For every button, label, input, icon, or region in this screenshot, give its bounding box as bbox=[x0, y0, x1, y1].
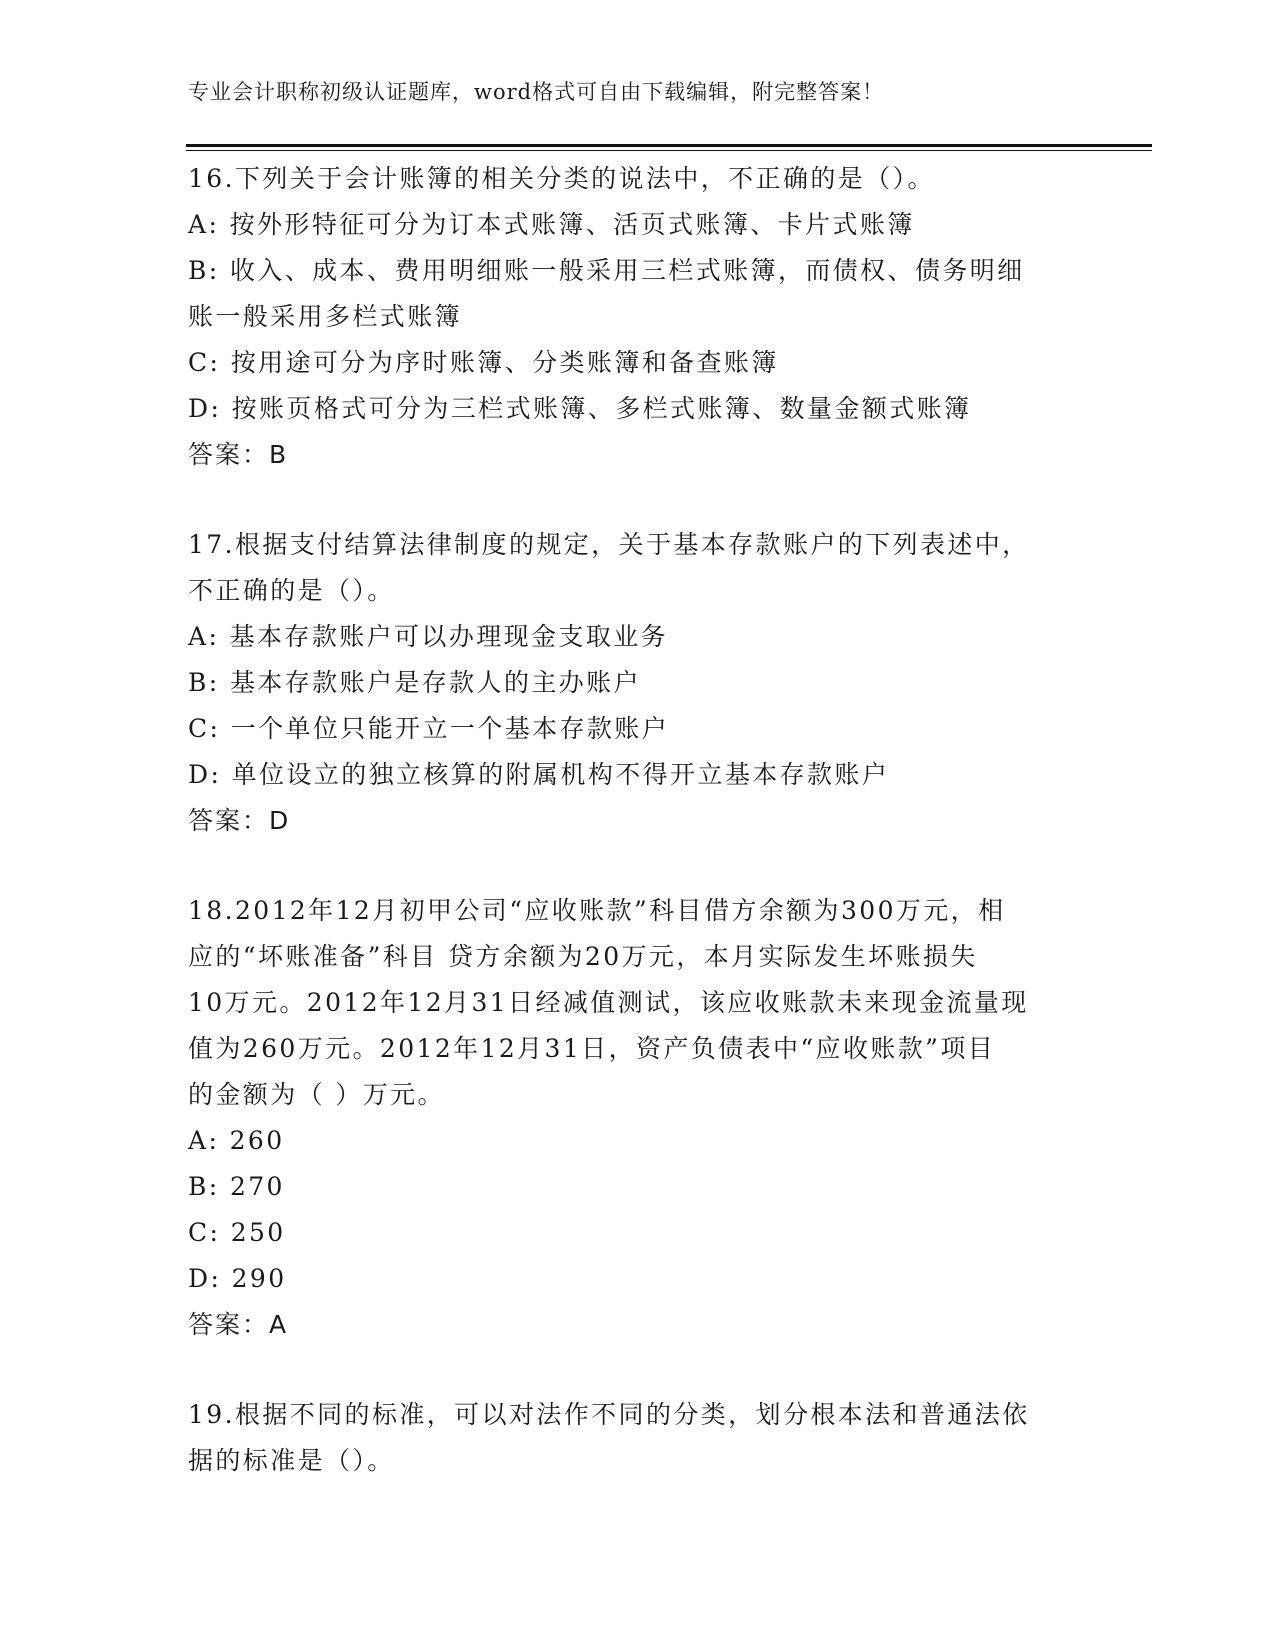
question-list bbox=[188, 156, 1088, 1484]
question-stem: 16.下列关于会计账簿的相关分类的说法中，不正确的是（）。 bbox=[188, 164, 935, 193]
spacer bbox=[188, 844, 1088, 888]
question-stem-continued: 据的标准是（）。 bbox=[188, 1446, 395, 1475]
page-header: 专业会计职称初级认证题库，word格式可自由下载编辑，附完整答案！ bbox=[188, 80, 885, 104]
question-stem-continued: 应的“坏账准备”科目 贷方余额为20万元，本月实际发生坏账损失 bbox=[188, 942, 978, 971]
question-stem: 19.根据不同的标准，可以对法作不同的分类，划分根本法和普通法依 bbox=[188, 1400, 1030, 1429]
question-stem: 17.根据支付结算法律制度的规定，关于基本存款账户的下列表述中， bbox=[188, 530, 1030, 559]
answer: 答案：D bbox=[188, 806, 291, 835]
option-b: B: 收入、成本、费用明细账一般采用三栏式账簿，而债权、债务明细 bbox=[188, 256, 1025, 285]
option-a: A: 260 bbox=[188, 1126, 285, 1155]
question-stem-continued: 值为260万元。2012年12月31日，资产负债表中“应收账款”项目 bbox=[188, 1034, 996, 1063]
option-c: C: 250 bbox=[188, 1218, 286, 1247]
option-a: A: 基本存款账户可以办理现金支取业务 bbox=[188, 622, 669, 651]
option-d: D: 290 bbox=[188, 1264, 287, 1293]
option-d: D: 单位设立的独立核算的附属机构不得开立基本存款账户 bbox=[188, 760, 890, 789]
option-b: B: 基本存款账户是存款人的主办账户 bbox=[188, 668, 641, 697]
spacer bbox=[188, 1348, 1088, 1392]
option-d: D: 按账页格式可分为三栏式账簿、多栏式账簿、数量金额式账簿 bbox=[188, 394, 972, 423]
option-c: C: 按用途可分为序时账簿、分类账簿和备查账簿 bbox=[188, 348, 779, 377]
question-18 bbox=[188, 888, 1088, 1348]
answer: 答案：B bbox=[188, 440, 289, 469]
option-b: B: 270 bbox=[188, 1172, 285, 1201]
option-a: A: 按外形特征可分为订本式账簿、活页式账簿、卡片式账簿 bbox=[188, 210, 915, 239]
spacer bbox=[188, 478, 1088, 522]
header-divider bbox=[186, 144, 1152, 151]
question-17 bbox=[188, 522, 1088, 844]
option-c: C: 一个单位只能开立一个基本存款账户 bbox=[188, 714, 670, 743]
question-19 bbox=[188, 1392, 1088, 1484]
question-16 bbox=[188, 156, 1088, 478]
question-stem: 18.2012年12月初甲公司“应收账款”科目借方余额为300万元，相 bbox=[188, 896, 1006, 925]
answer: 答案：A bbox=[188, 1310, 289, 1339]
question-stem-continued: 不正确的是（）。 bbox=[188, 576, 395, 605]
question-stem-continued: 10万元。2012年12月31日经减值测试，该应收账款未来现金流量现 bbox=[188, 988, 1029, 1017]
option-b-continued: 账一般采用多栏式账簿 bbox=[188, 302, 463, 331]
question-stem-continued: 的金额为（ ）万元。 bbox=[188, 1080, 445, 1109]
